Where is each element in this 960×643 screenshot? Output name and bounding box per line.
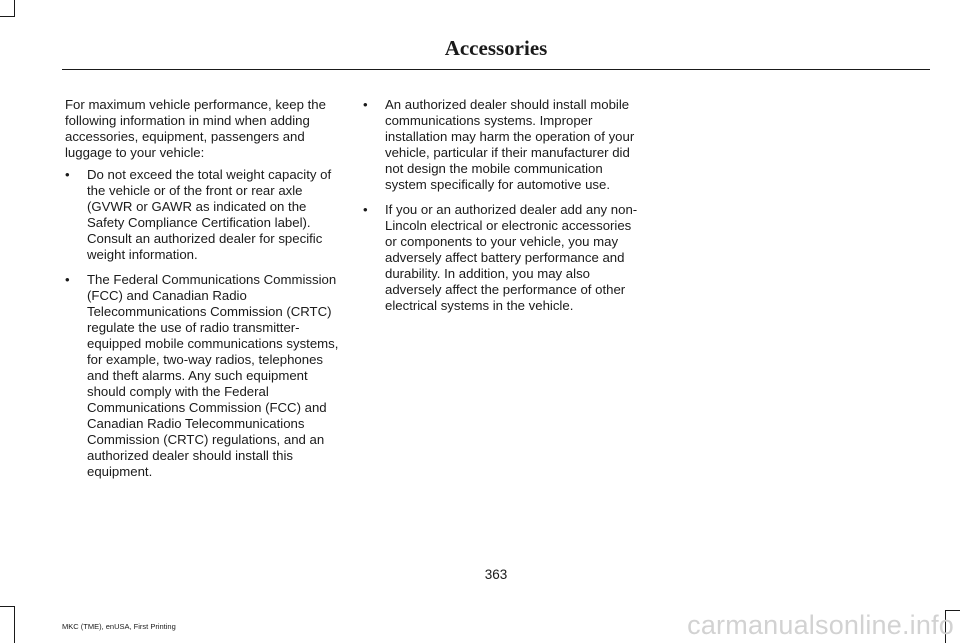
crop-mark: [14, 607, 15, 643]
right-column: [363, 97, 641, 323]
list-item: [65, 272, 343, 480]
header-divider: [62, 69, 930, 70]
bullet-list: [65, 167, 343, 480]
bullet-icon: •: [363, 97, 368, 112]
page-number: 363: [484, 567, 508, 582]
bullet-text: An authorized dealer should install mobile communications systems. Improper installation may harm the operation of your vehicle, particular if their manufacturer did not design the mobile communication system specifically for automotive use.: [385, 97, 635, 192]
intro-paragraph: For maximum vehicle performance, keep the following information in mind when adding accessories, equipment, passengers and luggage to your vehicle:: [65, 97, 326, 160]
bullet-icon: •: [65, 167, 70, 182]
page-title: Accessories: [444, 36, 548, 60]
crop-mark: [14, 0, 15, 16]
list-item: [363, 97, 641, 193]
bullet-icon: •: [363, 202, 368, 217]
crop-mark: [0, 16, 15, 17]
bullet-list: [363, 97, 641, 314]
bullet-text: If you or an authorized dealer add any non-Lincoln electrical or electronic accessories or components to your vehicle, you may adversely affect battery performance and durability. In addition, you may also adversely affect the performance of other electrical systems in the vehicle.: [385, 202, 638, 313]
crop-mark: [0, 606, 15, 607]
list-item: [363, 202, 641, 314]
list-item: [65, 167, 343, 263]
bullet-text: The Federal Communications Commission (FCC) and Canadian Radio Telecommunications Commission (CRTC) regulate the use of radio transmitter-equipped mobile communications systems, for example, two-way radios, telephones and theft alarms. Any such equipment should comply with the Federal Communications Commission (FCC) and Canadian Radio Telecommunications Commission (CRTC) regulations, and an authorized dealer should install this equipment.: [87, 272, 339, 479]
bullet-icon: •: [65, 272, 70, 287]
bullet-text: Do not exceed the total weight capacity of the vehicle or of the front or rear axle (GVWR or GAWR as indicated on the Safety Compliance Certification label). Consult an authorized dealer for specific weight information.: [87, 167, 332, 262]
left-column: [65, 97, 343, 489]
watermark: carmanualsonline.info: [687, 610, 954, 640]
footer-edition-text: MKC (TME), enUSA, First Printing: [62, 622, 176, 631]
